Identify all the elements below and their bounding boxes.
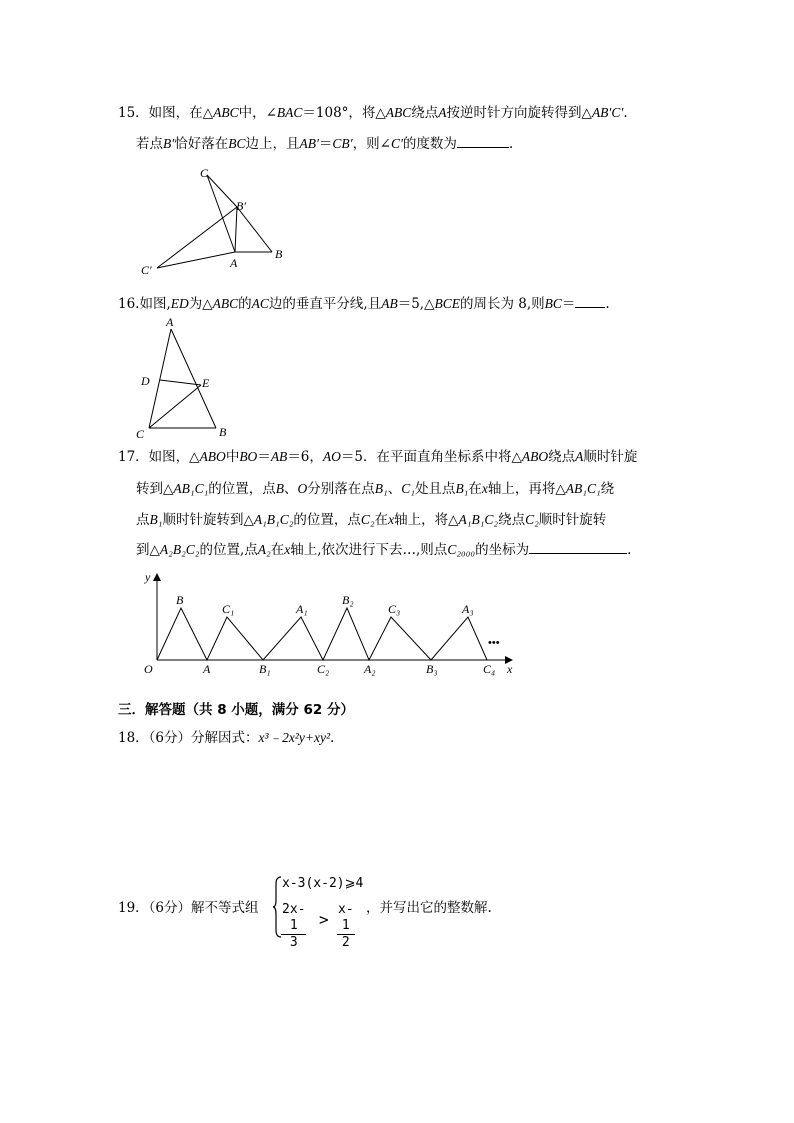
text: 中，∠ <box>238 105 277 121</box>
q16-number: 16.如图, <box>118 296 171 312</box>
line-cbp <box>207 175 237 207</box>
vertex-label-top: B <box>176 593 184 607</box>
label-bp: B′ <box>236 199 246 213</box>
label-b: B <box>219 425 227 439</box>
line-bpb <box>237 207 272 252</box>
text: ＝ <box>257 449 271 465</box>
inequality-1: x-3(x-2)⩾4 <box>282 876 364 891</box>
var-cbp: CB′ <box>332 136 353 151</box>
line-cpbp <box>157 207 237 268</box>
text: ＝6， <box>287 449 323 465</box>
var-ed: ED <box>170 296 189 311</box>
text: 分别落在点 <box>307 481 375 497</box>
var-a: A <box>438 105 447 120</box>
text: 处且点 <box>414 481 456 497</box>
fraction-2-numerator: x-1 <box>338 902 354 933</box>
text: 恰好落在 <box>174 136 229 152</box>
period: . <box>627 542 632 558</box>
var: A <box>575 449 584 464</box>
text: 顺时针旋 <box>583 449 638 465</box>
label-origin: O <box>144 662 153 676</box>
var-abc: ABC <box>213 105 239 120</box>
text: 为△ <box>188 296 213 312</box>
var: BO <box>239 449 258 464</box>
q15-number: 15．如图，在 <box>118 105 203 121</box>
text: 绕点 <box>498 512 526 528</box>
text: 的位置，点 <box>208 481 276 497</box>
period: . <box>605 296 610 312</box>
var: AB₁C₁ <box>173 481 209 496</box>
q16-figure <box>130 312 245 442</box>
var-bac: BAC <box>276 105 303 120</box>
text: 在 <box>374 512 389 528</box>
var-bp: B′ <box>163 136 175 151</box>
var: ABO <box>521 449 549 464</box>
var: ABO <box>199 449 226 464</box>
var-bce: BCE <box>434 296 460 311</box>
text: 的位置，点 <box>293 512 361 528</box>
label-e: E <box>202 376 210 390</box>
var: A₁B₁C₂ <box>458 512 499 527</box>
text: 轴上，再将△ <box>487 481 566 497</box>
var-abc: ABC <box>385 105 412 120</box>
var-bc: BC <box>228 136 246 151</box>
text: 在 <box>468 481 482 497</box>
var-abp: AB′ <box>299 136 319 151</box>
vertex-label-top: B₂ <box>342 593 354 607</box>
var: B <box>275 481 285 496</box>
text: 轴上,依次进行下去…,则点 <box>290 542 448 558</box>
text: 的周长为 8,则 <box>459 296 545 312</box>
label-cp: C′ <box>141 263 152 277</box>
q17-line-4 <box>136 541 631 559</box>
text: ＝108°，将△ <box>302 105 386 121</box>
var: x <box>481 481 488 496</box>
label-x: x <box>507 662 513 676</box>
line-abp <box>235 207 237 252</box>
text: 到△ <box>136 542 160 558</box>
var: x <box>284 542 291 557</box>
text: 转到△ <box>136 481 174 497</box>
var: AB₁C₁ <box>565 481 601 496</box>
text: 轴上，将△ <box>394 512 459 528</box>
text: 顺时针旋转 <box>538 512 607 528</box>
greater-than: > <box>319 910 329 929</box>
q17-number: 17．如图，△ <box>118 449 200 465</box>
answer-blank[interactable] <box>457 135 509 148</box>
var-bc: BC <box>544 296 562 311</box>
vertex-label-top: A₁ <box>296 602 308 616</box>
var: B₁ <box>149 512 163 527</box>
var-abpcp: AB′C′ <box>591 105 624 120</box>
q18-expression: x³﹣2x²y+xy² <box>258 730 330 745</box>
text: 顺时针旋转到△ <box>162 512 254 528</box>
fraction-2 <box>337 902 355 951</box>
q15-line-2 <box>136 135 513 153</box>
q17-figure <box>140 568 520 680</box>
label-b: B <box>275 247 283 261</box>
text: ＝ <box>561 296 576 312</box>
vertex-label-top: C₃ <box>388 602 401 616</box>
var: C₁ <box>401 481 415 496</box>
q15-line-1 <box>118 104 628 122</box>
fraction-1 <box>281 902 306 951</box>
var: C₂₀₀₀ <box>447 542 476 557</box>
text: 绕 <box>600 481 615 497</box>
text: 的坐标为 <box>475 542 530 558</box>
text: 边的垂直平分线,且 <box>268 296 382 312</box>
line-cb <box>207 175 235 252</box>
top-vertex-labels <box>176 593 474 616</box>
label-c: C <box>136 427 145 441</box>
text: ，则∠ <box>352 136 391 152</box>
fraction-1-numerator: 2x-1 <box>282 902 306 933</box>
period: . <box>330 730 335 746</box>
var-abc: ABC <box>212 296 239 311</box>
period: . <box>508 136 514 152</box>
var: C₂ <box>525 512 539 527</box>
continuation-dots: ••• <box>488 637 500 649</box>
triangle-symbol: △ <box>202 105 214 121</box>
text: 、 <box>387 481 402 497</box>
text: 在 <box>270 542 285 558</box>
zigzag-path <box>157 608 487 660</box>
answer-blank[interactable] <box>575 295 605 308</box>
vertex-label-bottom: B₁ <box>259 662 271 676</box>
vertex-label-bottom: B₃ <box>426 662 438 676</box>
vertex-label-top: C₁ <box>222 602 235 616</box>
fraction-1-denominator: 3 <box>289 935 298 950</box>
label-a: A <box>166 315 174 329</box>
text: 边上，且 <box>245 136 300 152</box>
var: A₂ <box>257 542 271 557</box>
var: B₁ <box>455 481 469 496</box>
label-c: C <box>200 166 209 180</box>
text: 中 <box>225 449 240 465</box>
answer-blank[interactable] <box>529 541 627 554</box>
label-a: A <box>230 256 238 270</box>
text: 绕点 <box>411 105 439 121</box>
label-y: y <box>145 570 151 584</box>
section-heading: 三．解答题（共 8 小题，满分 62 分） <box>118 702 354 718</box>
text: 的位置,点 <box>199 542 258 558</box>
line-cpa <box>157 252 235 268</box>
q16-line-1 <box>118 295 610 313</box>
text: 的度数为 <box>402 136 457 152</box>
q15-figure <box>138 160 298 280</box>
var-ab: AB <box>381 296 398 311</box>
q17-line-2 <box>136 480 614 498</box>
vertex-label-bottom: A <box>203 662 211 676</box>
var: A₁B₁C₂ <box>253 512 294 527</box>
var: AB <box>270 449 288 464</box>
var: B₁ <box>374 481 388 496</box>
text: ＝ <box>318 136 333 152</box>
text: 按逆时针方向旋转得到△ <box>446 105 592 121</box>
label-d: D <box>141 374 150 388</box>
bottom-vertex-labels <box>202 662 495 676</box>
text: 绕点 <box>548 449 576 465</box>
q17-line-3 <box>136 511 606 529</box>
var-ac: AC <box>251 296 269 311</box>
q18-number: 18．（6分）分解因式： <box>118 730 259 746</box>
fraction-2-denominator: 2 <box>341 935 350 950</box>
q19-instruction: ，并写出它的整数解. <box>366 900 492 916</box>
period: . <box>623 105 628 121</box>
vertex-label-bottom: C₄ <box>483 662 496 676</box>
q18-line <box>118 729 334 747</box>
q19-number: 19．（6分）解不等式组 <box>118 900 259 916</box>
var: O <box>297 481 308 496</box>
q17-line-1 <box>118 448 637 466</box>
vertex-label-bottom: A₂ <box>364 662 376 676</box>
vertex-label-bottom: C₂ <box>317 662 330 676</box>
vertex-label-top: A₃ <box>462 602 474 616</box>
var: x <box>388 512 395 527</box>
var-cp: C′ <box>390 136 403 151</box>
q19-tail <box>366 899 492 917</box>
q19-line <box>118 899 259 917</box>
text: ＝5．在平面直角坐标系中将△ <box>340 449 522 465</box>
var: C₂ <box>360 512 375 527</box>
text: 的 <box>238 296 252 312</box>
text: 点 <box>136 512 150 528</box>
text: 、 <box>284 481 298 497</box>
text: ＝5,△ <box>397 296 435 312</box>
text: 若点 <box>136 136 163 152</box>
var: A₂B₂C₂ <box>159 542 200 557</box>
var: AO <box>322 449 341 464</box>
